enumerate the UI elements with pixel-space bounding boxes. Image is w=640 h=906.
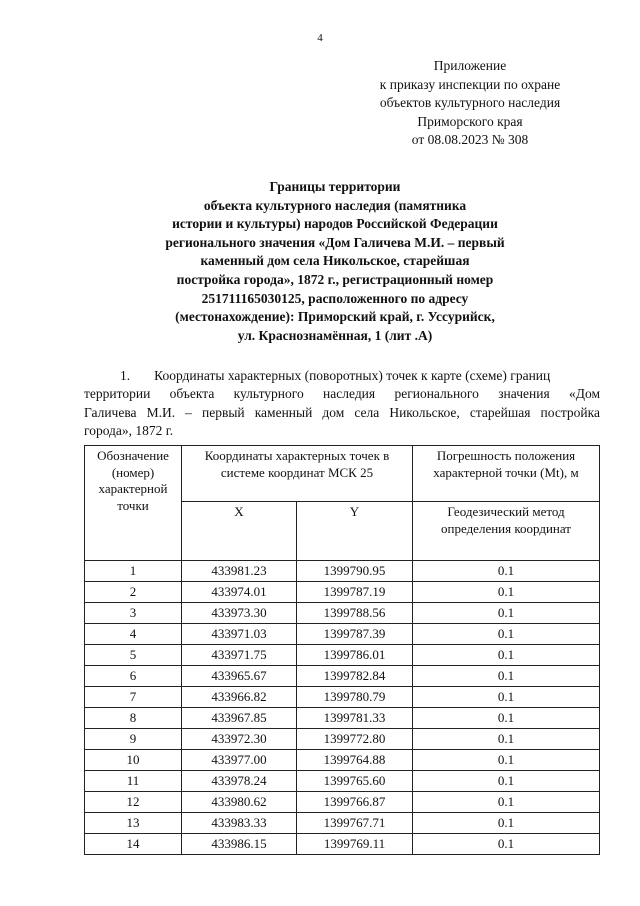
paragraph-1 (84, 367, 600, 440)
cell-y: 1399788.56 (297, 603, 413, 624)
table-row (85, 750, 600, 771)
table-row (85, 624, 600, 645)
table-row (85, 813, 600, 834)
cell-error: 0.1 (413, 708, 600, 729)
cell-point-number: 2 (85, 582, 182, 603)
table-row (85, 792, 600, 813)
cell-error: 0.1 (413, 561, 600, 582)
coordinates-table (84, 445, 600, 855)
cell-point-number: 13 (85, 813, 182, 834)
cell-point-number: 1 (85, 561, 182, 582)
table-row (85, 834, 600, 855)
cell-point-number: 5 (85, 645, 182, 666)
cell-error: 0.1 (413, 771, 600, 792)
cell-point-number: 7 (85, 687, 182, 708)
table-row (85, 729, 600, 750)
cell-error: 0.1 (413, 813, 600, 834)
appendix-line: от 08.08.2023 № 308 (411, 132, 529, 147)
cell-error: 0.1 (413, 624, 600, 645)
cell-y: 1399764.88 (297, 750, 413, 771)
header-y: Y (297, 502, 413, 561)
cell-x: 433965.67 (182, 666, 297, 687)
cell-point-number: 6 (85, 666, 182, 687)
paragraph-first-line (84, 367, 600, 385)
cell-x: 433973.30 (182, 603, 297, 624)
table-row (85, 687, 600, 708)
cell-x: 433977.00 (182, 750, 297, 771)
appendix-line: Приложение (433, 58, 507, 73)
cell-y: 1399781.33 (297, 708, 413, 729)
cell-x: 433980.62 (182, 792, 297, 813)
page-number: 4 (317, 32, 323, 44)
title-line: каменный дом села Никольское, старейшая (200, 253, 470, 269)
title-line: объекта культурного наследия (памятника (203, 197, 467, 213)
cell-error: 0.1 (413, 729, 600, 750)
table-row (85, 603, 600, 624)
appendix-line: к приказу инспекции по охране (379, 76, 561, 92)
cell-x: 433986.15 (182, 834, 297, 855)
header-point-number: Обозначение (номер) характерной точки (85, 446, 182, 561)
cell-y: 1399780.79 (297, 687, 413, 708)
document-title (80, 178, 590, 345)
table-body (85, 561, 600, 855)
table-row (85, 708, 600, 729)
cell-y: 1399772.80 (297, 729, 413, 750)
paragraph-number: 1. (120, 368, 131, 383)
cell-y: 1399786.01 (297, 645, 413, 666)
title-line: ул. Краснознамённая, 1 (лит .А) (237, 327, 433, 343)
paragraph-line: Галичева М.И. – первый каменный дом села Никольское, старейшая постройка (84, 404, 600, 420)
title-line: 251711165030125, расположенного по адресу (201, 290, 469, 306)
title-line: регионального значения «Дом Галичева М.И. – первый (165, 234, 505, 250)
table-row (85, 561, 600, 582)
cell-error: 0.1 (413, 687, 600, 708)
title-line: постройка города», 1872 г., регистрационный номер (176, 271, 494, 287)
table-row (85, 582, 600, 603)
cell-point-number: 9 (85, 729, 182, 750)
cell-error: 0.1 (413, 792, 600, 813)
cell-y: 1399765.60 (297, 771, 413, 792)
appendix-line: Приморского края (417, 113, 523, 129)
header-error: Погрешность положения характерной точки (Mt), м (413, 446, 600, 502)
cell-point-number: 10 (85, 750, 182, 771)
cell-x: 433981.23 (182, 561, 297, 582)
cell-point-number: 4 (85, 624, 182, 645)
cell-error: 0.1 (413, 582, 600, 603)
header-coordinates: Координаты характерных точек в системе координат МСК 25 (182, 446, 413, 502)
paragraph-line: территории объекта культурного наследия регионального значения «Дом (84, 386, 600, 402)
cell-y: 1399790.95 (297, 561, 413, 582)
cell-error: 0.1 (413, 666, 600, 687)
cell-point-number: 11 (85, 771, 182, 792)
cell-x: 433967.85 (182, 708, 297, 729)
table-row (85, 645, 600, 666)
cell-y: 1399787.19 (297, 582, 413, 603)
cell-point-number: 12 (85, 792, 182, 813)
cell-error: 0.1 (413, 603, 600, 624)
cell-error: 0.1 (413, 750, 600, 771)
cell-x: 433971.03 (182, 624, 297, 645)
cell-x: 433983.33 (182, 813, 297, 834)
cell-y: 1399782.84 (297, 666, 413, 687)
paragraph-line: города», 1872 г. (84, 422, 174, 438)
cell-point-number: 3 (85, 603, 182, 624)
table-row (85, 666, 600, 687)
title-line: истории и культуры) народов Российской Федерации (172, 216, 498, 232)
cell-x: 433978.24 (182, 771, 297, 792)
cell-x: 433974.01 (182, 582, 297, 603)
cell-error: 0.1 (413, 834, 600, 855)
paragraph-line: Координаты характерных (поворотных) точек к карте (схеме) границ (154, 368, 551, 383)
cell-point-number: 14 (85, 834, 182, 855)
table-row (85, 771, 600, 792)
cell-x: 433972.30 (182, 729, 297, 750)
cell-y: 1399767.71 (297, 813, 413, 834)
cell-x: 433966.82 (182, 687, 297, 708)
appendix-line: объектов культурного наследия (379, 95, 561, 110)
header-x: X (182, 502, 297, 561)
cell-point-number: 8 (85, 708, 182, 729)
title-line: (местонахождение): Приморский край, г. Уссурийск, (175, 309, 495, 325)
appendix-block (330, 57, 610, 150)
cell-error: 0.1 (413, 645, 600, 666)
header-method: Геодезический метод определения координат (413, 502, 600, 561)
title-line: Границы территории (269, 179, 401, 194)
cell-x: 433971.75 (182, 645, 297, 666)
cell-y: 1399766.87 (297, 792, 413, 813)
cell-y: 1399787.39 (297, 624, 413, 645)
cell-y: 1399769.11 (297, 834, 413, 855)
